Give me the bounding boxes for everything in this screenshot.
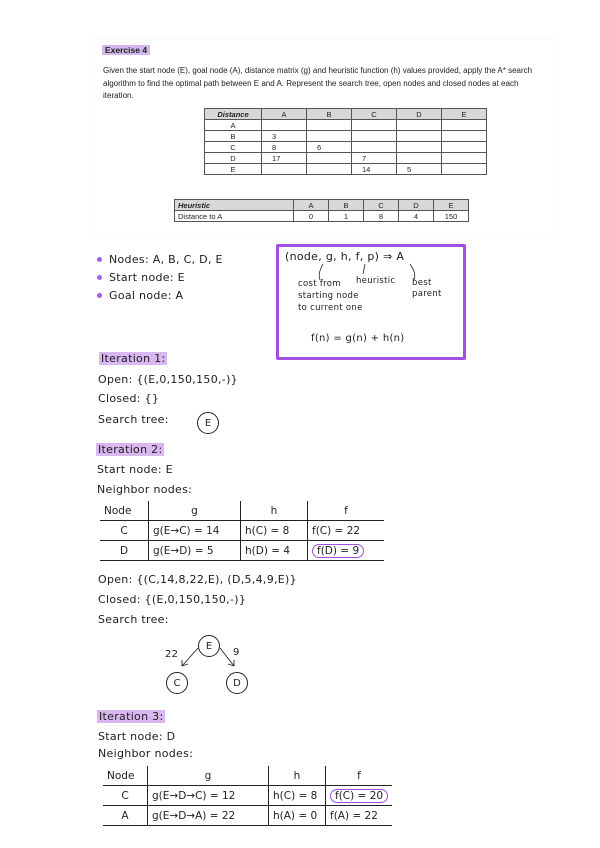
cell bbox=[442, 153, 487, 164]
iteration3-start: Start node: D bbox=[98, 730, 176, 743]
iteration2-tree-label: Search tree: bbox=[98, 613, 169, 626]
legend-p-note: best parent bbox=[412, 278, 442, 299]
row-label: B bbox=[205, 131, 262, 142]
cell bbox=[397, 120, 442, 131]
col-header: h bbox=[241, 501, 308, 521]
legend-h-note: heuristic bbox=[356, 276, 396, 286]
col-header: f bbox=[326, 766, 393, 786]
iteration3-table bbox=[103, 766, 392, 826]
cell: A bbox=[103, 806, 148, 826]
col-header: h bbox=[269, 766, 326, 786]
cell bbox=[352, 131, 397, 142]
cell: f(C) = 22 bbox=[308, 521, 385, 541]
cell: 17 bbox=[262, 153, 307, 164]
iteration1-title bbox=[99, 352, 167, 365]
col-header: Node bbox=[100, 501, 149, 521]
cell: 5 bbox=[397, 164, 442, 175]
cell bbox=[352, 142, 397, 153]
col-header: D bbox=[399, 200, 434, 211]
table-row bbox=[205, 164, 487, 175]
col-header: E bbox=[434, 200, 469, 211]
col-header: A bbox=[294, 200, 329, 211]
legend-formula: f(n) = g(n) + h(n) bbox=[311, 333, 405, 344]
col-header: B bbox=[329, 200, 364, 211]
distance-table bbox=[204, 108, 487, 175]
cell: 6 bbox=[307, 142, 352, 153]
iteration1-open: Open: {(E,0,150,150,-)} bbox=[98, 373, 238, 386]
row-label: C bbox=[205, 142, 262, 153]
cell bbox=[442, 120, 487, 131]
col-header: C bbox=[352, 109, 397, 120]
cell bbox=[307, 164, 352, 175]
table-row bbox=[103, 806, 392, 826]
cell: h(C) = 8 bbox=[241, 521, 308, 541]
list-item bbox=[97, 271, 223, 284]
cell bbox=[442, 131, 487, 142]
bullet-dot bbox=[97, 275, 102, 280]
tree-node-e: E bbox=[198, 635, 220, 657]
cell-best bbox=[326, 786, 393, 806]
list-item bbox=[97, 253, 223, 266]
cell bbox=[262, 120, 307, 131]
cell: 4 bbox=[399, 211, 434, 222]
cell: C bbox=[100, 521, 149, 541]
iteration1-tree-label: Search tree: bbox=[98, 413, 169, 426]
cell bbox=[307, 153, 352, 164]
cell: f(A) = 22 bbox=[326, 806, 393, 826]
cell bbox=[307, 120, 352, 131]
cell: 8 bbox=[262, 142, 307, 153]
cell-best bbox=[308, 541, 385, 561]
bullet-text: Start node: E bbox=[109, 271, 185, 284]
table-row bbox=[103, 786, 392, 806]
iteration1-closed: Closed: {} bbox=[98, 392, 160, 405]
cell: 3 bbox=[262, 131, 307, 142]
tree-node-d: D bbox=[226, 672, 248, 694]
row-label: Distance to A bbox=[175, 211, 294, 222]
cell: g(E→D→A) = 22 bbox=[148, 806, 269, 826]
iteration2-start: Start node: E bbox=[97, 463, 173, 476]
iteration2-closed: Closed: {(E,0,150,150,-)} bbox=[98, 593, 247, 606]
cell: h(A) = 0 bbox=[269, 806, 326, 826]
bullet-dot bbox=[97, 257, 102, 262]
legend-g-note: cost from starting node to current one bbox=[298, 279, 363, 313]
cell bbox=[397, 131, 442, 142]
table-row bbox=[205, 153, 487, 164]
tree-node-c: C bbox=[166, 672, 188, 694]
cell bbox=[352, 120, 397, 131]
edge-label-c: 22 bbox=[165, 649, 179, 660]
cell: g(E→D→C) = 12 bbox=[148, 786, 269, 806]
table-row bbox=[205, 142, 487, 153]
tree-node-e: E bbox=[197, 412, 219, 434]
bullet-list bbox=[97, 253, 223, 302]
col-header: D bbox=[397, 109, 442, 120]
iteration2-neighbors: Neighbor nodes: bbox=[97, 483, 193, 496]
row-label: D bbox=[205, 153, 262, 164]
iteration3-neighbors: Neighbor nodes: bbox=[98, 747, 194, 760]
best-f-highlight: f(C) = 20 bbox=[330, 789, 388, 803]
cell: D bbox=[100, 541, 149, 561]
cell bbox=[442, 142, 487, 153]
table-row bbox=[205, 120, 487, 131]
cell: 14 bbox=[352, 164, 397, 175]
cell bbox=[442, 164, 487, 175]
legend-tuple: (node, g, h, f, p) ⇒ A bbox=[285, 250, 405, 263]
row-label: E bbox=[205, 164, 262, 175]
iteration2-open: Open: {(C,14,8,22,E), (D,5,4,9,E)} bbox=[98, 573, 297, 586]
iteration2-title bbox=[96, 443, 164, 456]
col-header: B bbox=[307, 109, 352, 120]
cell: 0 bbox=[294, 211, 329, 222]
heuristic-corner: Heuristic bbox=[175, 200, 294, 211]
col-header: g bbox=[148, 766, 269, 786]
cell: 7 bbox=[352, 153, 397, 164]
exercise-title: Exercise 4 bbox=[102, 45, 150, 55]
cell bbox=[397, 142, 442, 153]
col-header: Node bbox=[103, 766, 148, 786]
table-row bbox=[205, 131, 487, 142]
cell: C bbox=[103, 786, 148, 806]
bullet-text: Nodes: A, B, C, D, E bbox=[109, 253, 223, 266]
cell: 150 bbox=[434, 211, 469, 222]
heuristic-table bbox=[174, 199, 469, 222]
edge-label-d: 9 bbox=[233, 647, 240, 658]
bullet-text: Goal node: A bbox=[109, 289, 184, 302]
cell: 1 bbox=[329, 211, 364, 222]
col-header: A bbox=[262, 109, 307, 120]
col-header: f bbox=[308, 501, 385, 521]
cell: h(C) = 8 bbox=[269, 786, 326, 806]
table-row bbox=[100, 521, 384, 541]
col-header: C bbox=[364, 200, 399, 211]
best-f-highlight: f(D) = 9 bbox=[312, 544, 364, 558]
iteration3-title bbox=[97, 710, 165, 723]
cell bbox=[397, 153, 442, 164]
distance-corner: Distance bbox=[205, 109, 262, 120]
row-label: A bbox=[205, 120, 262, 131]
cell: 8 bbox=[364, 211, 399, 222]
iteration3-title-text: Iteration 3: bbox=[99, 710, 164, 723]
iteration2-table bbox=[100, 501, 384, 561]
cell bbox=[262, 164, 307, 175]
table-row bbox=[175, 211, 469, 222]
cell bbox=[307, 131, 352, 142]
col-header: E bbox=[442, 109, 487, 120]
table-row bbox=[100, 541, 384, 561]
cell: g(E→C) = 14 bbox=[149, 521, 241, 541]
iteration1-title-text: Iteration 1: bbox=[101, 352, 166, 365]
exercise-prompt: Given the start node (E), goal node (A), distance matrix (g) and heuristic function (h) values provided, apply the A* search algorithm to find the optimal path between E and A. Represent the search tree, open nodes and closed nodes at each iteration. bbox=[103, 66, 533, 100]
col-header: g bbox=[149, 501, 241, 521]
list-item bbox=[97, 289, 223, 302]
iteration2-title-text: Iteration 2: bbox=[98, 443, 163, 456]
bullet-dot bbox=[97, 293, 102, 298]
cell: g(E→D) = 5 bbox=[149, 541, 241, 561]
cell: h(D) = 4 bbox=[241, 541, 308, 561]
